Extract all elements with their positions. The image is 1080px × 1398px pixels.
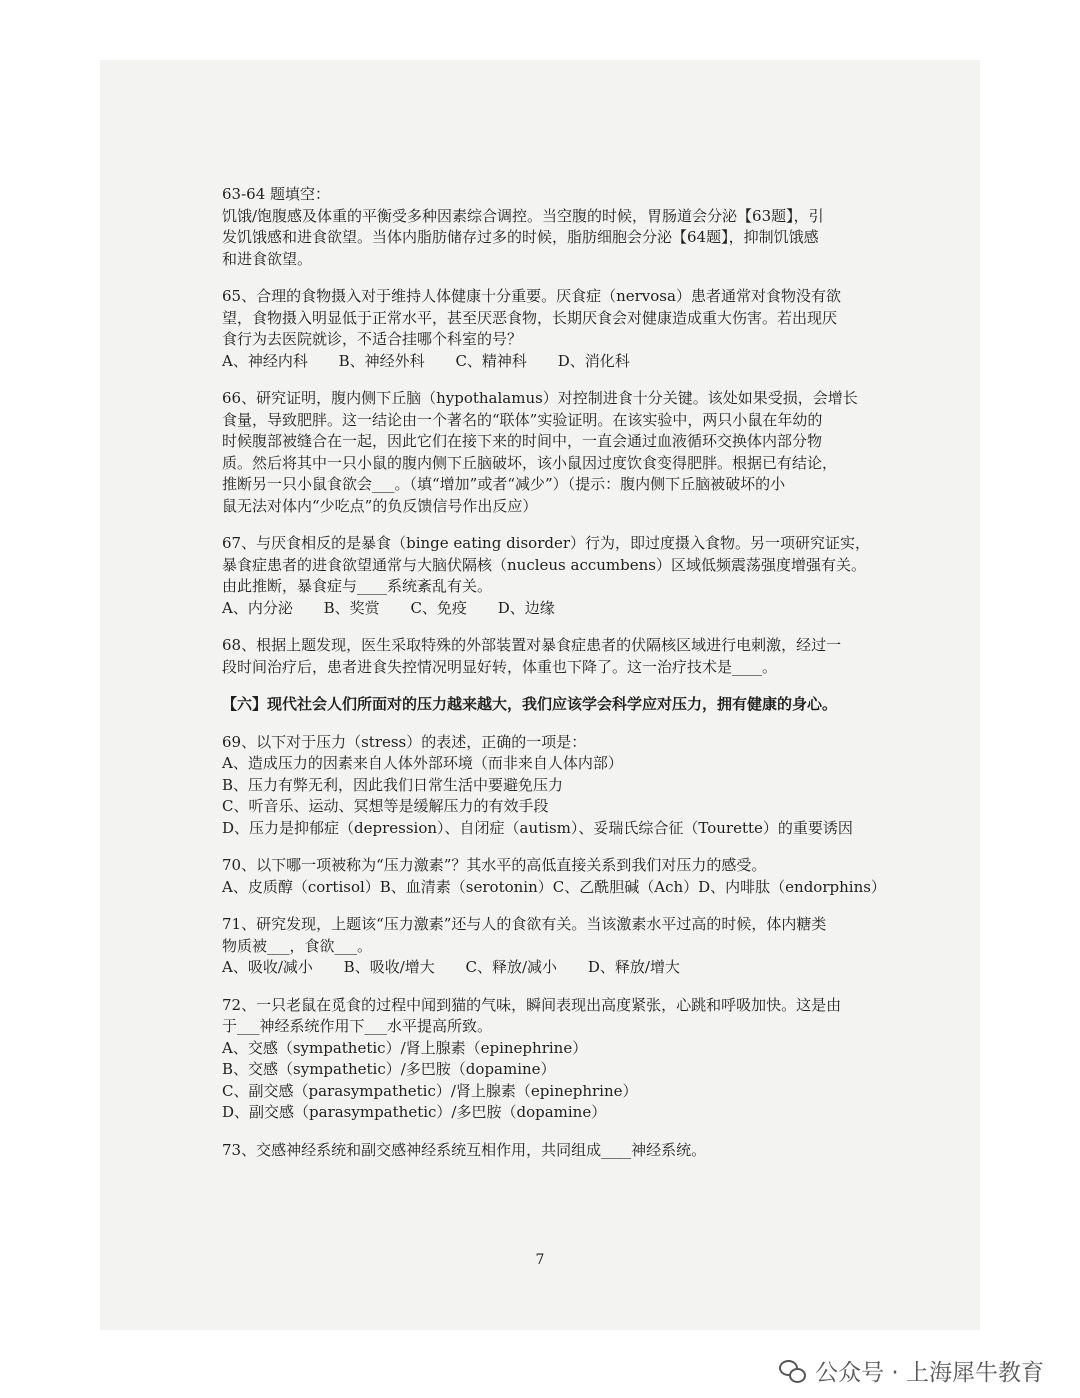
question-text-line: 暴食症患者的进食欲望通常与大脑伏隔核（nucleus accumbens）区域低频震荡强度增强有关。 — [222, 555, 866, 574]
question-text-line: 发饥饿感和进食欲望。当体内脂肪储存过多的时候，脂肪细胞会分泌【64题】，抑制饥饿感 — [222, 228, 819, 246]
option-a: A、神经内科 — [222, 351, 308, 370]
option-a: A、造成压力的因素来自人体外部环境（而非来自人体内部） — [222, 754, 623, 772]
question-text-line: 食量，导致肥胖。这一结论由一个著名的“联体”实验证明。在该实验中，两只小鼠在年幼的 — [222, 410, 823, 429]
question-stem: 69、以下对于压力（stress）的表述，正确的一项是： — [222, 732, 587, 751]
watermark-text: 公众号 · 上海犀牛教育 — [815, 1360, 1044, 1386]
option-c: C、精神科 — [455, 351, 527, 370]
page-number: 7 — [535, 1252, 545, 1268]
option-a: A、吸收/减小 — [222, 958, 313, 976]
question-text-line: 67、与厌食相反的是暴食（binge eating disorder）行为，即过度摄入食物。另一项研究证实， — [222, 534, 871, 552]
question-text-line: 段时间治疗后，患者进食失控情况明显好转，体重也下降了。这一治疗技术是____。 — [222, 657, 778, 676]
question-text-line: 鼠无法对体内“少吃点”的负反馈信号作出反应） — [222, 496, 538, 515]
question-text-line: 68、根据上题发现，医生采取特殊的外部装置对暴食症患者的伏隔核区域进行电刺激，经过一 — [222, 636, 842, 654]
watermark — [779, 1354, 1044, 1387]
question-text-line: 65、合理的食物摄入对于维持人体健康十分重要。厌食症（nervosa）患者通常对食物没有欲 — [222, 287, 841, 305]
option-a: A、内分泌 — [222, 598, 293, 617]
question-70 — [222, 855, 886, 898]
option-d: D、压力是抑郁症（depression）、自闭症（autism）、妥瑞氏综合征（Tourette）的重要诱因 — [222, 818, 853, 837]
question-text-line: 望，食物摄入明显低于正常水平，甚至厌恶食物，长期厌食会对健康造成重大伤害。若出现厌 — [222, 308, 838, 327]
question-text-line: 66、研究证明，腹内侧下丘脑（hypothalamus）对控制进食十分关键。该处如果受损，会增长 — [222, 389, 858, 407]
option-d: D、副交感（parasympathetic）/多巴胺（dopamine） — [222, 1103, 607, 1121]
option-c: C、副交感（parasympathetic）/肾上腺素（epinephrine） — [222, 1081, 638, 1100]
answer-options: A、皮质醇（cortisol）B、血清素（serotonin）C、乙酰胆碱（Ach）D、内啡肽（endorphins） — [222, 877, 886, 896]
question-text-line: 物质被___，食欲___。 — [222, 936, 373, 955]
question-text-line: 饥饿/饱腹感及体重的平衡受多种因素综合调控。当空腹的时候，胃肠道会分泌【63题】，引 — [222, 206, 824, 225]
option-c: C、释放/减小 — [465, 958, 558, 976]
question-heading: 63-64 题填空： — [222, 185, 331, 203]
question-stem: 73、交感神经系统和副交感神经系统互相作用，共同组成____神经系统。 — [222, 1140, 707, 1159]
option-c: C、免疫 — [410, 598, 467, 617]
question-66 — [222, 388, 882, 517]
option-d: D、释放/增大 — [587, 958, 680, 976]
option-d: D、消化科 — [557, 351, 630, 370]
section-heading: 【六】现代社会人们所面对的压力越来越大，我们应该学会科学应对压力，拥有健康的身心。 — [222, 695, 838, 713]
wechat-icon — [779, 1360, 805, 1382]
option-b: B、压力有弊无利，因此我们日常生活中要避免压力 — [222, 775, 564, 794]
option-b: B、吸收/增大 — [343, 958, 435, 976]
question-text-line: 和进食欲望。 — [222, 249, 313, 268]
question-text-line: 时候腹部被缝合在一起，因此它们在接下来的时间中，一直会通过血液循环交换体内部分物 — [222, 432, 823, 450]
question-73 — [222, 1140, 882, 1162]
question-63-64 — [222, 184, 882, 270]
option-b: B、交感（sympathetic）/多巴胺（dopamine） — [222, 1060, 556, 1078]
option-d: D、边缘 — [497, 598, 555, 617]
question-text-line: 质。然后将其中一只小鼠的腹内侧下丘脑破坏，该小鼠因过度饮食变得肥胖。根据已有结论， — [222, 453, 838, 472]
question-71 — [222, 914, 882, 979]
question-text-line: 由此推断，暴食症与____系统紊乱有关。 — [222, 577, 493, 595]
question-69 — [222, 732, 882, 840]
exam-content — [222, 184, 886, 1177]
option-a: A、交感（sympathetic）/肾上腺素（epinephrine） — [222, 1038, 588, 1057]
answer-options — [222, 598, 882, 620]
question-text-line: 71、研究发现，上题该“压力激素”还与人的食欲有关。当该激素水平过高的时候，体内糖类 — [222, 915, 827, 933]
question-stem: 70、以下哪一项被称为“压力激素”？其水平的高低直接关系到我们对压力的感受。 — [222, 856, 767, 874]
option-b: B、奖赏 — [323, 598, 380, 617]
question-65 — [222, 286, 882, 372]
question-68 — [222, 635, 882, 678]
answer-options — [222, 957, 882, 979]
question-text-line: 72、一只老鼠在觅食的过程中闻到猫的气味，瞬间表现出高度紧张，心跳和呼吸加快。这是由 — [222, 995, 842, 1014]
option-c: C、听音乐、运动、冥想等是缓解压力的有效手段 — [222, 797, 549, 815]
option-b: B、神经外科 — [338, 351, 425, 370]
question-72 — [222, 995, 882, 1124]
question-text-line: 食行为去医院就诊，不适合挂哪个科室的号？ — [222, 330, 523, 348]
question-67 — [222, 533, 882, 619]
question-text-line: 推断另一只小鼠食欲会___。（填“增加”或者“减少”）（提示：腹内侧下丘脑被破坏的小 — [222, 475, 786, 493]
question-text-line: 于___神经系统作用下___水平提高所致。 — [222, 1017, 493, 1035]
answer-options — [222, 351, 882, 373]
